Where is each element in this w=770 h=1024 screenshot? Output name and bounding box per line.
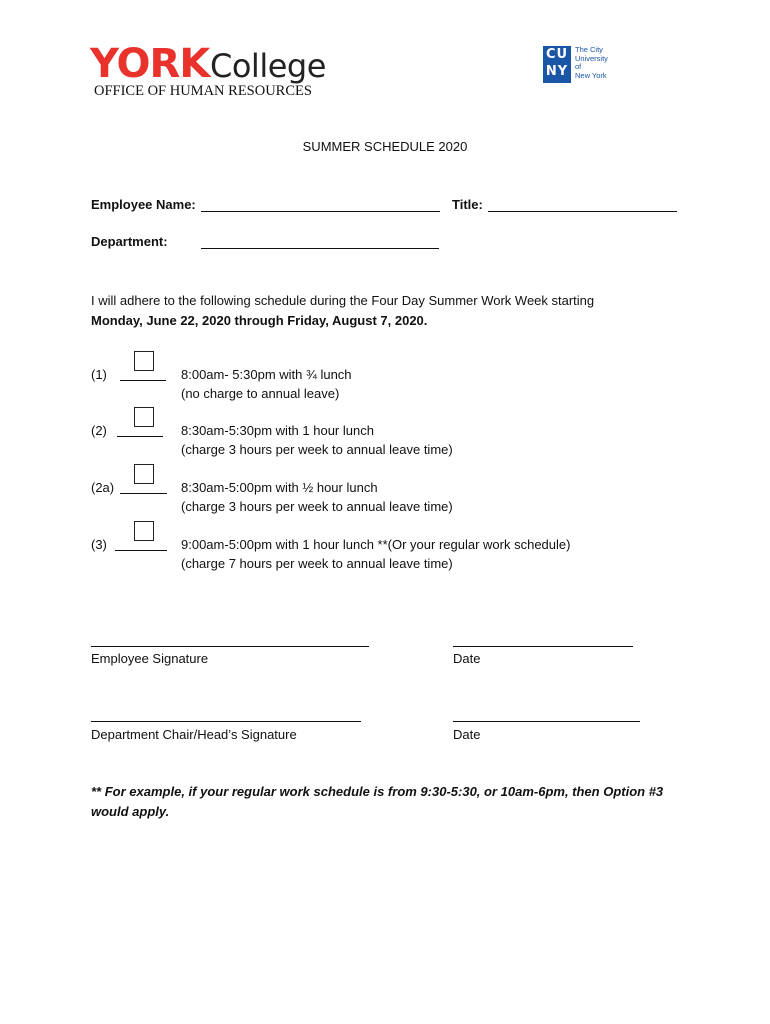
cuny-text-line: The City xyxy=(575,45,603,54)
form-title: SUMMER SCHEDULE 2020 xyxy=(302,139,468,154)
cuny-text-line: New York xyxy=(575,70,607,80)
option-1-text xyxy=(181,365,352,403)
york-logo-word: YORK xyxy=(90,41,210,87)
option-charge: (charge 3 hours per week to annual leave time) xyxy=(181,499,453,514)
option-hours: 9:00am-5:00pm with 1 hour lunch **(Or your regular work schedule) xyxy=(181,537,571,552)
intro-dates: Monday, June 22, 2020 through Friday, August 7, 2020. xyxy=(91,313,428,328)
title-label: Title: xyxy=(452,197,483,212)
cuny-text-line: University xyxy=(575,53,608,63)
intro-paragraph xyxy=(91,291,594,331)
option-2a-checkbox[interactable] xyxy=(134,464,154,484)
employee-signature-field[interactable] xyxy=(91,646,369,647)
option-charge: (no charge to annual leave) xyxy=(181,386,340,401)
option-hours: 8:00am- 5:30pm with ¾ lunch xyxy=(181,367,352,382)
footnote xyxy=(91,782,691,822)
option-3-text xyxy=(181,535,570,573)
option-2-text xyxy=(181,421,453,459)
option-2a-text xyxy=(181,478,453,516)
employee-signature-label: Employee Signature xyxy=(91,651,209,666)
option-hours: 8:30am-5:00pm with ½ hour lunch xyxy=(181,480,378,495)
office-name: OFFICE OF HUMAN RESOURCES xyxy=(94,83,312,99)
option-1-line xyxy=(120,380,166,381)
footnote-line: ** For example, if your regular work schedule is from 9:30-5:30, or 10am-6pm, then Option #3 xyxy=(91,784,664,799)
option-1-checkbox[interactable] xyxy=(134,351,154,371)
option-2a-line xyxy=(120,493,167,494)
option-2-checkbox[interactable] xyxy=(134,407,154,427)
employee-name-field[interactable] xyxy=(201,211,440,212)
department-label: Department: xyxy=(91,234,168,249)
chair-signature-field[interactable] xyxy=(91,721,361,722)
option-3-line xyxy=(115,550,167,551)
college-logo-word: College xyxy=(210,47,326,85)
option-2-line xyxy=(117,436,163,437)
york-college-logo xyxy=(90,41,326,87)
option-charge: (charge 3 hours per week to annual leave time) xyxy=(181,442,453,457)
option-number: (2) xyxy=(91,423,107,438)
cuny-logo xyxy=(543,46,615,84)
department-field[interactable] xyxy=(201,248,439,249)
cuny-logo-box xyxy=(543,46,571,83)
option-charge: (charge 7 hours per week to annual leave time) xyxy=(181,556,453,571)
cuny-letters-top: CU xyxy=(545,47,569,62)
option-hours: 8:30am-5:30pm with 1 hour lunch xyxy=(181,423,374,438)
chair-date-label: Date xyxy=(453,727,481,742)
employee-date-field[interactable] xyxy=(453,646,633,647)
option-number: (1) xyxy=(91,367,107,382)
footnote-line: would apply. xyxy=(91,804,170,819)
cuny-text-line: of xyxy=(575,62,582,72)
cuny-logo-text xyxy=(575,46,608,80)
employee-name-label: Employee Name: xyxy=(91,197,196,212)
employee-date-label: Date xyxy=(453,651,481,666)
intro-line: I will adhere to the following schedule during the Four Day Summer Work Week starting xyxy=(91,293,595,308)
chair-date-field[interactable] xyxy=(453,721,640,722)
option-3-checkbox[interactable] xyxy=(134,521,154,541)
cuny-letters-bottom: NY xyxy=(545,64,569,79)
title-field[interactable] xyxy=(488,211,677,212)
chair-signature-label: Department Chair/Head’s Signature xyxy=(91,727,297,742)
option-number: (2a) xyxy=(91,480,115,495)
option-number: (3) xyxy=(91,537,107,552)
